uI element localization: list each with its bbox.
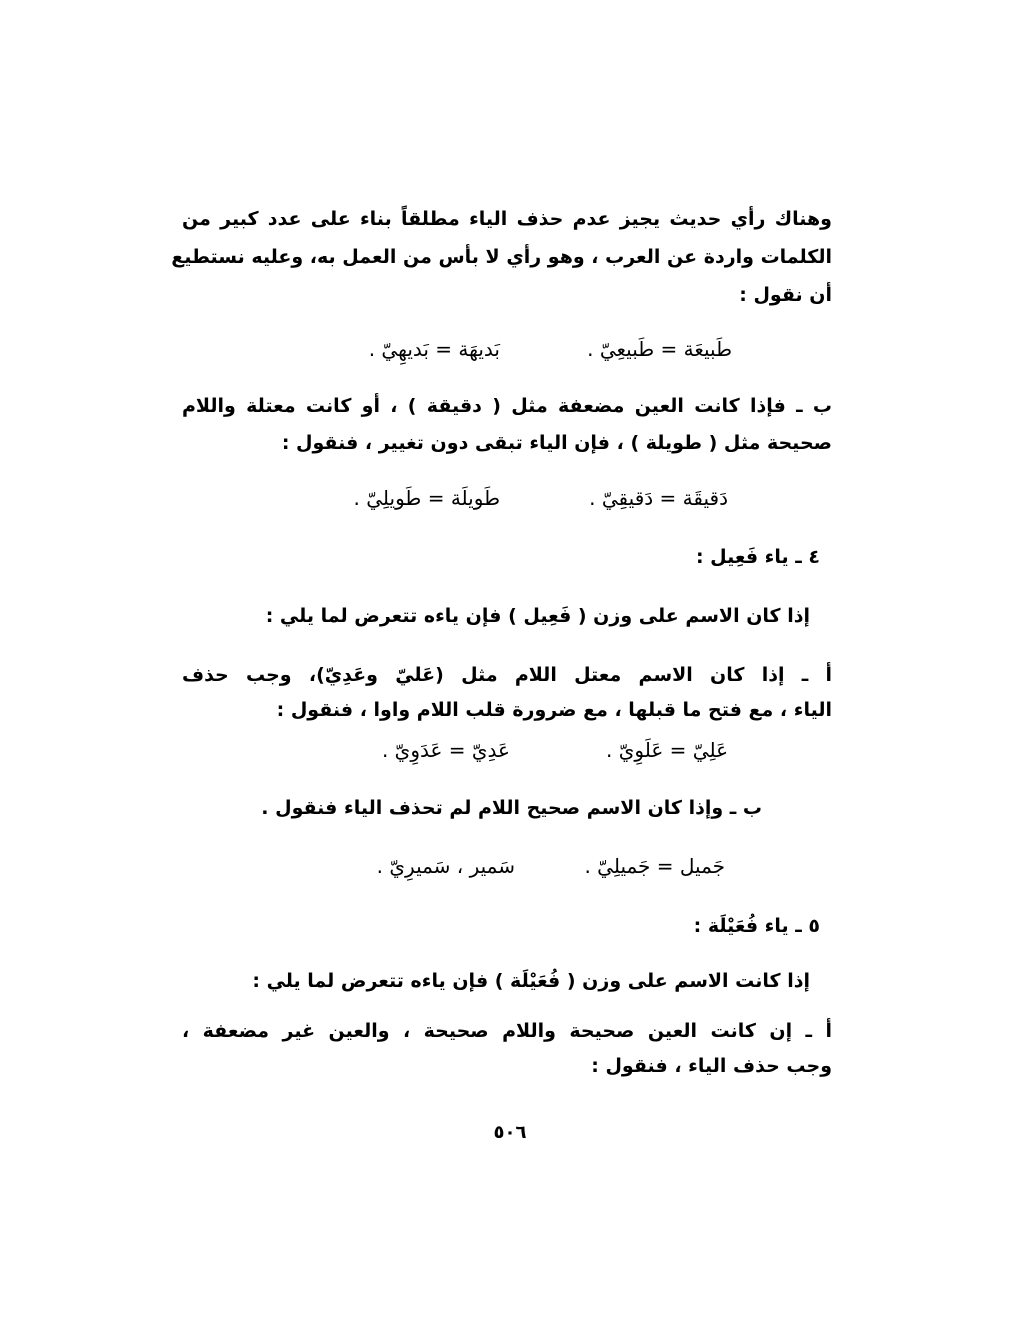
- section-b-line: ب ـ فإذا كانت العين مضعفة مثل ( دقيقة ) ، أو كانت معتلة واللام: [182, 395, 832, 417]
- section-a-line: وجب حذف الياء ، فنقول :: [591, 1055, 832, 1077]
- example-word-pair: عَدِيّ = عَدَوِيّ .: [381, 738, 510, 762]
- section-intro: إذا كان الاسم على وزن ( فَعِيل ) فإن ياءه تتعرض لما يلي :: [265, 605, 810, 627]
- example-word-pair: طَويلَة = طَويلِيّ .: [353, 486, 500, 510]
- paragraph-line: أن نقول :: [739, 284, 832, 306]
- example-word-pair: بَديهَة = بَديهِيّ .: [368, 337, 500, 361]
- section-b-line: صحيحة مثل ( طويلة ) ، فإن الياء تبقى دون تغيير ، فنقول :: [281, 432, 832, 454]
- section-a-line: أ ـ إن كانت العين صحيحة واللام صحيحة ، والعين غير مضعفة ،: [182, 1020, 832, 1042]
- section-intro: إذا كانت الاسم على وزن ( فُعَيْلَة ) فإن ياءه تتعرض لما يلي :: [252, 970, 810, 992]
- section-heading: ٤ ـ ياء فَعِيل :: [695, 546, 820, 568]
- page-number: ٥٠٦: [493, 1122, 527, 1143]
- example-word-pair: دَقيقَة = دَقيقِيّ .: [589, 486, 728, 510]
- example-word-pair: سَمير ، سَميرِيّ .: [376, 854, 515, 878]
- example-word-pair: طَبيعَة = طَبيعِيّ .: [587, 337, 732, 361]
- section-a-line: أ ـ إذا كان الاسم معتل اللام مثل (عَليّ وعَدِيّ)، وجب حذف: [182, 664, 832, 686]
- section-a-line: الياء ، مع فتح ما قبلها ، مع ضرورة قلب اللام واوا ، فنقول :: [276, 699, 832, 721]
- paragraph-line: الكلمات واردة عن العرب ، وهو رأي لا بأس من العمل به، وعليه نستطيع: [171, 246, 832, 268]
- example-word-pair: عَلِيّ = عَلَوِيّ .: [606, 738, 728, 762]
- example-word-pair: جَميل = جَميلِيّ .: [584, 854, 725, 878]
- section-heading: ٥ ـ ياء فُعَيْلَة :: [693, 915, 820, 937]
- section-b-line: ب ـ وإذا كان الاسم صحيح اللام لم تحذف الياء فنقول .: [261, 797, 762, 819]
- paragraph-line: وهناك رأي حديث يجيز عدم حذف الياء مطلقاً بناء على عدد كبير من: [182, 208, 832, 230]
